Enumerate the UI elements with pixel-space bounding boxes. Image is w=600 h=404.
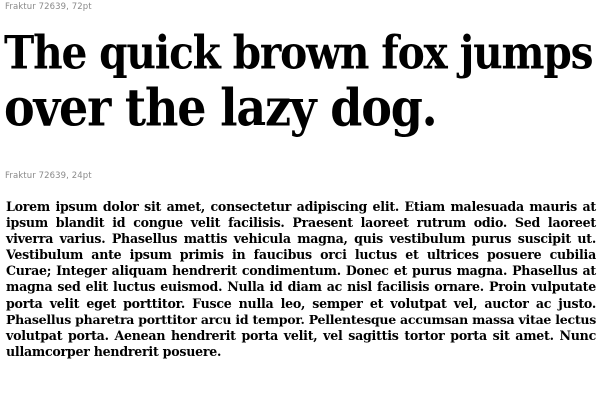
paragraph-line: viverra varius. Phasellus mattis vehicula magna, quis vestibulum purus suscipit ut.	[6, 231, 596, 247]
paragraph-line: Lorem ipsum dolor sit amet, consectetur adipiscing elit. Etiam malesuada mauris at	[6, 199, 596, 214]
specimen-headline-72pt	[4, 26, 596, 136]
headline-line: The quick brown fox jumps	[4, 26, 593, 80]
specimen-label-24pt: Fraktur 72639, 24pt	[5, 171, 92, 181]
headline-line: over the lazy dog.	[4, 77, 437, 138]
paragraph-line: Phasellus pharetra porttitor arcu id tempor. Pellentesque accumsan massa vitae lectus	[6, 311, 597, 327]
paragraph-line: ipsum blandit id congue velit facilisis. Praesent laoreet rutrum odio. Sed laoreet	[6, 215, 596, 231]
specimen-label-72pt: Fraktur 72639, 72pt	[5, 2, 92, 12]
paragraph-line: ullamcorper hendrerit posuere.	[6, 343, 222, 359]
paragraph-line: Vestibulum ante ipsum primis in faucibus orci luctus et ultrices posuere cubilia	[6, 247, 596, 263]
paragraph-line: Curae; Integer aliquam hendrerit condimentum. Donec et purus magna. Phasellus at	[6, 263, 596, 279]
paragraph-line: porta velit eget porttitor. Fusce nulla leo, semper et volutpat vel, auctor ac justo.	[6, 295, 596, 311]
specimen-paragraph-24pt	[6, 199, 596, 360]
paragraph-line: magna sed elit luctus euismod. Nulla id diam ac nisl facilisis ornare. Proin vulputate	[6, 279, 596, 295]
paragraph-line: volutpat porta. Aenean hendrerit porta velit, vel sagittis tortor porta sit amet. Nunc	[6, 327, 596, 343]
